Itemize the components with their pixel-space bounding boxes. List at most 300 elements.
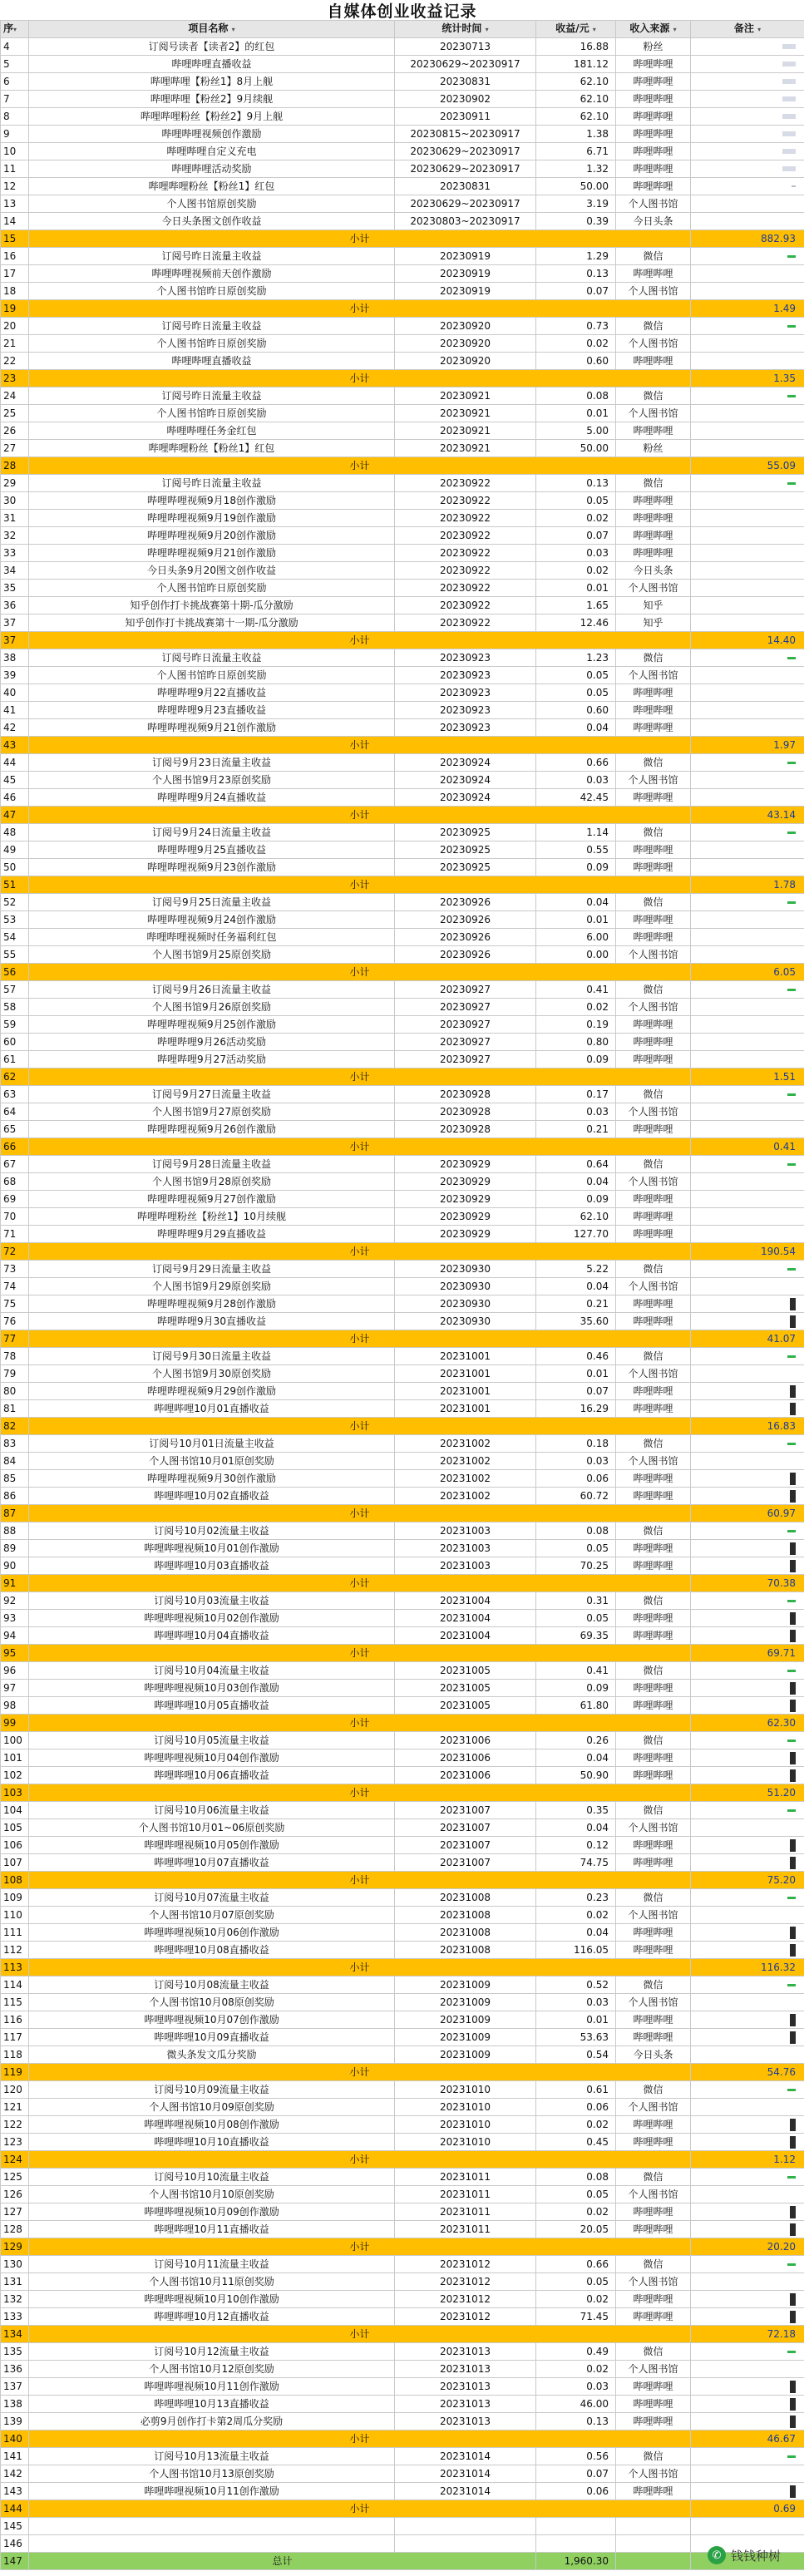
income-amount[interactable]: 0.52 (536, 1976, 616, 1994)
note-cell[interactable] (691, 1994, 804, 2011)
item-name[interactable]: 订阅号10月12流量主收益 (29, 2343, 395, 2361)
income-source[interactable]: 微信 (616, 475, 691, 492)
stat-date[interactable]: 20230629~20230917 (395, 195, 536, 213)
income-amount[interactable]: 0.03 (536, 545, 616, 562)
empty-cell[interactable] (395, 2535, 536, 2553)
stat-date[interactable]: 20231010 (395, 2081, 536, 2099)
stat-date[interactable]: 20230926 (395, 911, 536, 929)
subtotal-value[interactable]: 55.09 (691, 457, 804, 475)
subtotal-label[interactable]: 小计 (29, 1784, 691, 1802)
note-cell[interactable] (691, 73, 804, 91)
income-source[interactable]: 个人图书馆 (616, 2465, 691, 2483)
stat-date[interactable]: 20230923 (395, 719, 536, 737)
subtotal-value[interactable]: 6.05 (691, 964, 804, 981)
stat-date[interactable]: 20230922 (395, 475, 536, 492)
stat-date[interactable]: 20231002 (395, 1453, 536, 1470)
income-source[interactable]: 微信 (616, 2081, 691, 2099)
row-number[interactable]: 130 (1, 2256, 29, 2273)
row-number[interactable]: 64 (1, 1103, 29, 1121)
income-amount[interactable]: 0.02 (536, 562, 616, 580)
row-number[interactable]: 123 (1, 2134, 29, 2151)
income-amount[interactable]: 1.14 (536, 824, 616, 841)
row-number[interactable]: 142 (1, 2465, 29, 2483)
note-cell[interactable] (691, 719, 804, 737)
stat-date[interactable]: 20231002 (395, 1435, 536, 1453)
income-amount[interactable]: 0.39 (536, 213, 616, 230)
item-name[interactable]: 哔哩哔哩视频10月03创作激励 (29, 1680, 395, 1697)
income-source[interactable]: 哔哩哔哩 (616, 1540, 691, 1557)
income-source[interactable]: 今日头条 (616, 2046, 691, 2064)
note-cell[interactable] (691, 545, 804, 562)
income-source[interactable]: 微信 (616, 824, 691, 841)
income-amount[interactable]: 0.05 (536, 2273, 616, 2291)
income-source[interactable]: 微信 (616, 1522, 691, 1540)
row-number[interactable]: 107 (1, 1854, 29, 1872)
income-source[interactable]: 哔哩哔哩 (616, 2203, 691, 2221)
income-amount[interactable]: 0.04 (536, 1924, 616, 1942)
item-name[interactable]: 个人图书馆9月29原创奖励 (29, 1278, 395, 1295)
income-source[interactable]: 哔哩哔哩 (616, 1680, 691, 1697)
income-source[interactable]: 哔哩哔哩 (616, 178, 691, 195)
stat-date[interactable]: 20230922 (395, 562, 536, 580)
empty-cell[interactable] (536, 2518, 616, 2535)
subtotal-value[interactable]: 0.41 (691, 1138, 804, 1156)
stat-date[interactable]: 20231013 (395, 2343, 536, 2361)
item-name[interactable]: 订阅号10月08流量主收益 (29, 1976, 395, 1994)
income-source[interactable]: 哔哩哔哩 (616, 1191, 691, 1208)
note-cell[interactable] (691, 527, 804, 545)
note-cell[interactable] (691, 667, 804, 684)
item-name[interactable]: 个人图书馆昨日原创奖励 (29, 283, 395, 300)
row-number[interactable]: 63 (1, 1086, 29, 1103)
item-name[interactable]: 哔哩哔哩任务金红包 (29, 422, 395, 440)
item-name[interactable]: 哔哩哔哩视频10月07创作激励 (29, 2011, 395, 2029)
note-cell[interactable] (691, 2169, 804, 2186)
row-number[interactable]: 76 (1, 1313, 29, 1330)
income-amount[interactable]: 12.46 (536, 614, 616, 632)
stat-date[interactable]: 20230803~20230917 (395, 213, 536, 230)
income-amount[interactable]: 50.90 (536, 1767, 616, 1784)
item-name[interactable]: 个人图书馆10月12原创奖励 (29, 2361, 395, 2378)
row-number[interactable]: 34 (1, 562, 29, 580)
row-number[interactable]: 110 (1, 1907, 29, 1924)
stat-date[interactable]: 20230922 (395, 545, 536, 562)
subtotal-label[interactable]: 小计 (29, 737, 691, 754)
row-number[interactable]: 48 (1, 824, 29, 841)
income-source[interactable]: 个人图书馆 (616, 1173, 691, 1191)
income-amount[interactable]: 0.13 (536, 265, 616, 283)
note-cell[interactable] (691, 2221, 804, 2238)
item-name[interactable]: 今日头条图文创作收益 (29, 213, 395, 230)
item-name[interactable]: 哔哩哔哩视频10月01创作激励 (29, 1540, 395, 1557)
item-name[interactable]: 哔哩哔哩10月05直播收益 (29, 1697, 395, 1715)
row-number[interactable]: 46 (1, 789, 29, 807)
note-cell[interactable] (691, 702, 804, 719)
row-number[interactable]: 20 (1, 318, 29, 335)
subtotal-value[interactable]: 54.76 (691, 2064, 804, 2081)
income-amount[interactable]: 0.31 (536, 1592, 616, 1610)
item-name[interactable]: 哔哩哔哩10月11直播收益 (29, 2221, 395, 2238)
row-number[interactable]: 49 (1, 841, 29, 859)
item-name[interactable]: 哔哩哔哩10月06直播收益 (29, 1767, 395, 1784)
income-source[interactable]: 微信 (616, 754, 691, 772)
item-name[interactable]: 订阅号读者【读者2】的红包 (29, 38, 395, 56)
note-cell[interactable] (691, 1295, 804, 1313)
note-cell[interactable] (691, 2483, 804, 2500)
item-name[interactable]: 哔哩哔哩视频10月11创作激励 (29, 2378, 395, 2396)
income-amount[interactable]: 0.07 (536, 527, 616, 545)
item-name[interactable]: 订阅号10月13流量主收益 (29, 2448, 395, 2465)
item-name[interactable]: 哔哩哔哩视频10月10创作激励 (29, 2291, 395, 2308)
stat-date[interactable]: 20231007 (395, 1837, 536, 1854)
note-cell[interactable] (691, 1051, 804, 1068)
row-number[interactable]: 134 (1, 2326, 29, 2343)
row-number[interactable]: 93 (1, 1610, 29, 1627)
income-source[interactable]: 哔哩哔哩 (616, 2483, 691, 2500)
row-number[interactable]: 51 (1, 876, 29, 894)
item-name[interactable]: 哔哩哔哩10月09直播收益 (29, 2029, 395, 2046)
stat-date[interactable]: 20231005 (395, 1697, 536, 1715)
income-source[interactable]: 微信 (616, 1348, 691, 1365)
row-number[interactable]: 52 (1, 894, 29, 911)
note-cell[interactable] (691, 1488, 804, 1505)
header-amount[interactable]: 收益/元 ▾ (536, 21, 616, 38)
income-source[interactable]: 微信 (616, 1435, 691, 1453)
income-source[interactable]: 知乎 (616, 614, 691, 632)
row-number[interactable]: 97 (1, 1680, 29, 1697)
header-date[interactable]: 统计时间 ▾ (395, 21, 536, 38)
item-name[interactable]: 哔哩哔哩粉丝【粉丝2】9月上舰 (29, 108, 395, 126)
item-name[interactable]: 哔哩哔哩视频9月30创作激励 (29, 1470, 395, 1488)
note-cell[interactable] (691, 1610, 804, 1627)
item-name[interactable]: 哔哩哔哩视频10月06创作激励 (29, 1924, 395, 1942)
income-source[interactable]: 知乎 (616, 597, 691, 614)
row-number[interactable]: 5 (1, 56, 29, 73)
row-number[interactable]: 100 (1, 1732, 29, 1749)
stat-date[interactable]: 20231014 (395, 2465, 536, 2483)
stat-date[interactable]: 20230919 (395, 265, 536, 283)
row-number[interactable]: 37 (1, 614, 29, 632)
stat-date[interactable]: 20230930 (395, 1261, 536, 1278)
item-name[interactable]: 订阅号10月10流量主收益 (29, 2169, 395, 2186)
stat-date[interactable]: 20231013 (395, 2361, 536, 2378)
stat-date[interactable]: 20230927 (395, 999, 536, 1016)
row-number[interactable]: 57 (1, 981, 29, 999)
row-number[interactable]: 23 (1, 370, 29, 387)
stat-date[interactable]: 20230922 (395, 580, 536, 597)
income-source[interactable]: 个人图书馆 (616, 1453, 691, 1470)
subtotal-label[interactable]: 小计 (29, 632, 691, 649)
income-source[interactable]: 哔哩哔哩 (616, 1767, 691, 1784)
item-name[interactable]: 哔哩哔哩视频9月25创作激励 (29, 1016, 395, 1034)
stat-date[interactable]: 20231001 (395, 1365, 536, 1383)
note-cell[interactable] (691, 2081, 804, 2099)
row-number[interactable]: 69 (1, 1191, 29, 1208)
income-source[interactable]: 哔哩哔哩 (616, 2291, 691, 2308)
income-source[interactable]: 微信 (616, 1976, 691, 1994)
item-name[interactable]: 哔哩哔哩【粉丝1】8月上舰 (29, 73, 395, 91)
item-name[interactable]: 哔哩哔哩视频10月09创作激励 (29, 2203, 395, 2221)
note-cell[interactable] (691, 597, 804, 614)
income-source[interactable]: 哔哩哔哩 (616, 1470, 691, 1488)
note-cell[interactable] (691, 1662, 804, 1680)
subtotal-label[interactable]: 小计 (29, 370, 691, 387)
row-number[interactable]: 56 (1, 964, 29, 981)
row-number[interactable]: 41 (1, 702, 29, 719)
empty-cell[interactable] (691, 2518, 804, 2535)
income-source[interactable]: 个人图书馆 (616, 195, 691, 213)
stat-date[interactable]: 20230926 (395, 929, 536, 946)
subtotal-label[interactable]: 小计 (29, 1330, 691, 1348)
stat-date[interactable]: 20230927 (395, 1016, 536, 1034)
item-name[interactable]: 个人图书馆10月07原创奖励 (29, 1907, 395, 1924)
note-cell[interactable] (691, 1924, 804, 1942)
item-name[interactable]: 哔哩哔哩视频10月05创作激励 (29, 1837, 395, 1854)
income-amount[interactable]: 53.63 (536, 2029, 616, 2046)
stat-date[interactable]: 20230923 (395, 684, 536, 702)
row-number[interactable]: 79 (1, 1365, 29, 1383)
income-amount[interactable]: 0.23 (536, 1889, 616, 1907)
income-source[interactable]: 哔哩哔哩 (616, 2134, 691, 2151)
item-name[interactable]: 微头条发文瓜分奖励 (29, 2046, 395, 2064)
income-source[interactable]: 哔哩哔哩 (616, 929, 691, 946)
note-cell[interactable] (691, 614, 804, 632)
header-name[interactable]: 项目名称 ▾ (29, 21, 395, 38)
row-number[interactable]: 83 (1, 1435, 29, 1453)
income-amount[interactable]: 0.60 (536, 353, 616, 370)
row-number[interactable]: 114 (1, 1976, 29, 1994)
income-source[interactable]: 哔哩哔哩 (616, 1749, 691, 1767)
subtotal-value[interactable]: 1.78 (691, 876, 804, 894)
row-number[interactable]: 88 (1, 1522, 29, 1540)
row-number[interactable]: 122 (1, 2116, 29, 2134)
income-amount[interactable]: 0.02 (536, 510, 616, 527)
income-amount[interactable]: 181.12 (536, 56, 616, 73)
note-cell[interactable] (691, 387, 804, 405)
row-number[interactable]: 37 (1, 632, 29, 649)
income-amount[interactable]: 0.02 (536, 999, 616, 1016)
note-cell[interactable] (691, 684, 804, 702)
row-number[interactable]: 60 (1, 1034, 29, 1051)
income-source[interactable]: 个人图书馆 (616, 335, 691, 353)
item-name[interactable]: 哔哩哔哩视频9月18创作激励 (29, 492, 395, 510)
item-name[interactable]: 哔哩哔哩直播收益 (29, 56, 395, 73)
note-cell[interactable] (691, 1749, 804, 1767)
item-name[interactable]: 个人图书馆昨日原创奖励 (29, 335, 395, 353)
note-cell[interactable] (691, 126, 804, 143)
income-source[interactable]: 哔哩哔哩 (616, 2413, 691, 2430)
item-name[interactable]: 哔哩哔哩视频9月27创作激励 (29, 1191, 395, 1208)
income-amount[interactable]: 6.00 (536, 929, 616, 946)
stat-date[interactable]: 20231009 (395, 1976, 536, 1994)
row-number[interactable]: 101 (1, 1749, 29, 1767)
row-number[interactable]: 70 (1, 1208, 29, 1226)
stat-date[interactable]: 20230923 (395, 702, 536, 719)
stat-date[interactable]: 20230930 (395, 1313, 536, 1330)
income-amount[interactable]: 0.02 (536, 335, 616, 353)
item-name[interactable]: 哔哩哔哩9月29直播收益 (29, 1226, 395, 1243)
income-source[interactable]: 个人图书馆 (616, 667, 691, 684)
note-cell[interactable] (691, 283, 804, 300)
row-number[interactable]: 10 (1, 143, 29, 160)
item-name[interactable]: 个人图书馆昨日原创奖励 (29, 405, 395, 422)
income-amount[interactable]: 0.66 (536, 754, 616, 772)
row-number[interactable]: 135 (1, 2343, 29, 2361)
income-amount[interactable]: 0.12 (536, 1837, 616, 1854)
income-amount[interactable]: 50.00 (536, 178, 616, 195)
row-number[interactable]: 102 (1, 1767, 29, 1784)
income-amount[interactable]: 16.88 (536, 38, 616, 56)
note-cell[interactable] (691, 911, 804, 929)
note-cell[interactable] (691, 265, 804, 283)
income-source[interactable]: 哔哩哔哩 (616, 2029, 691, 2046)
income-amount[interactable]: 0.03 (536, 1994, 616, 2011)
row-number[interactable]: 81 (1, 1400, 29, 1418)
note-cell[interactable] (691, 1470, 804, 1488)
stat-date[interactable]: 20230930 (395, 1278, 536, 1295)
item-name[interactable]: 个人图书馆10月10原创奖励 (29, 2186, 395, 2203)
row-number[interactable]: 73 (1, 1261, 29, 1278)
item-name[interactable]: 必剪9月创作打卡第2周瓜分奖励 (29, 2413, 395, 2430)
note-cell[interactable] (691, 318, 804, 335)
row-number[interactable]: 67 (1, 1156, 29, 1173)
item-name[interactable]: 个人图书馆9月26原创奖励 (29, 999, 395, 1016)
income-source[interactable]: 微信 (616, 1156, 691, 1173)
income-source[interactable]: 哔哩哔哩 (616, 108, 691, 126)
subtotal-value[interactable]: 46.67 (691, 2430, 804, 2448)
item-name[interactable]: 哔哩哔哩视频9月19创作激励 (29, 510, 395, 527)
item-name[interactable]: 哔哩哔哩视频10月02创作激励 (29, 1610, 395, 1627)
note-cell[interactable] (691, 1261, 804, 1278)
income-amount[interactable]: 0.07 (536, 283, 616, 300)
stat-date[interactable]: 20230925 (395, 841, 536, 859)
income-amount[interactable]: 0.35 (536, 1802, 616, 1819)
income-amount[interactable]: 0.06 (536, 2099, 616, 2116)
note-cell[interactable] (691, 160, 804, 178)
stat-date[interactable]: 20231004 (395, 1592, 536, 1610)
item-name[interactable]: 订阅号10月07流量主收益 (29, 1889, 395, 1907)
income-source[interactable]: 哔哩哔哩 (616, 789, 691, 807)
income-source[interactable]: 哔哩哔哩 (616, 1697, 691, 1715)
stat-date[interactable]: 20230928 (395, 1086, 536, 1103)
income-amount[interactable]: 0.04 (536, 1173, 616, 1191)
row-number[interactable]: 13 (1, 195, 29, 213)
stat-date[interactable]: 20230831 (395, 178, 536, 195)
stat-date[interactable]: 20231004 (395, 1610, 536, 1627)
note-cell[interactable] (691, 248, 804, 265)
note-cell[interactable] (691, 946, 804, 964)
item-name[interactable]: 哔哩哔哩自定义充电 (29, 143, 395, 160)
income-amount[interactable]: 0.66 (536, 2256, 616, 2273)
item-name[interactable]: 个人图书馆9月23原创奖励 (29, 772, 395, 789)
income-amount[interactable]: 62.10 (536, 108, 616, 126)
header-note[interactable]: 备注 ▾ (691, 21, 804, 38)
item-name[interactable]: 订阅号昨日流量主收益 (29, 475, 395, 492)
income-source[interactable]: 个人图书馆 (616, 2361, 691, 2378)
income-source[interactable]: 哔哩哔哩 (616, 1121, 691, 1138)
item-name[interactable]: 订阅号9月27日流量主收益 (29, 1086, 395, 1103)
stat-date[interactable]: 20231014 (395, 2448, 536, 2465)
item-name[interactable]: 哔哩哔哩10月02直播收益 (29, 1488, 395, 1505)
stat-date[interactable]: 20230929 (395, 1208, 536, 1226)
note-cell[interactable] (691, 1226, 804, 1243)
income-source[interactable]: 个人图书馆 (616, 1103, 691, 1121)
stat-date[interactable]: 20231007 (395, 1854, 536, 1872)
row-number[interactable]: 43 (1, 737, 29, 754)
note-cell[interactable] (691, 1348, 804, 1365)
item-name[interactable]: 哔哩哔哩视频9月21创作激励 (29, 719, 395, 737)
note-cell[interactable] (691, 1103, 804, 1121)
income-amount[interactable]: 0.08 (536, 1522, 616, 1540)
stat-date[interactable]: 20230929 (395, 1156, 536, 1173)
row-number[interactable]: 25 (1, 405, 29, 422)
empty-cell[interactable] (616, 2553, 691, 2570)
note-cell[interactable] (691, 1034, 804, 1051)
subtotal-value[interactable]: 1.97 (691, 737, 804, 754)
subtotal-label[interactable]: 小计 (29, 300, 691, 318)
note-cell[interactable] (691, 1435, 804, 1453)
row-number[interactable]: 139 (1, 2413, 29, 2430)
income-amount[interactable]: 69.35 (536, 1627, 616, 1645)
income-source[interactable]: 哔哩哔哩 (616, 422, 691, 440)
income-source[interactable]: 个人图书馆 (616, 283, 691, 300)
stat-date[interactable]: 20231006 (395, 1767, 536, 1784)
row-number[interactable]: 35 (1, 580, 29, 597)
note-cell[interactable] (691, 440, 804, 457)
income-amount[interactable]: 0.09 (536, 859, 616, 876)
row-number[interactable]: 7 (1, 91, 29, 108)
stat-date[interactable]: 20231011 (395, 2203, 536, 2221)
row-number[interactable]: 29 (1, 475, 29, 492)
note-cell[interactable] (691, 108, 804, 126)
income-source[interactable]: 哔哩哔哩 (616, 911, 691, 929)
stat-date[interactable]: 20231011 (395, 2169, 536, 2186)
item-name[interactable]: 哔哩哔哩10月01直播收益 (29, 1400, 395, 1418)
stat-date[interactable]: 20231005 (395, 1680, 536, 1697)
item-name[interactable]: 哔哩哔哩9月24直播收益 (29, 789, 395, 807)
stat-date[interactable]: 20230922 (395, 510, 536, 527)
subtotal-label[interactable]: 小计 (29, 964, 691, 981)
subtotal-value[interactable]: 1.12 (691, 2151, 804, 2169)
note-cell[interactable] (691, 1557, 804, 1575)
stat-date[interactable]: 20230924 (395, 754, 536, 772)
income-amount[interactable]: 0.09 (536, 1051, 616, 1068)
subtotal-label[interactable]: 小计 (29, 1575, 691, 1592)
income-source[interactable]: 今日头条 (616, 562, 691, 580)
row-number[interactable]: 106 (1, 1837, 29, 1854)
row-number[interactable]: 118 (1, 2046, 29, 2064)
income-source[interactable]: 哔哩哔哩 (616, 1051, 691, 1068)
stat-date[interactable]: 20231012 (395, 2308, 536, 2326)
income-amount[interactable]: 0.04 (536, 1749, 616, 1767)
note-cell[interactable] (691, 2291, 804, 2308)
income-source[interactable]: 微信 (616, 248, 691, 265)
row-number[interactable]: 112 (1, 1942, 29, 1959)
note-cell[interactable] (691, 510, 804, 527)
stat-date[interactable]: 20230929 (395, 1226, 536, 1243)
item-name[interactable]: 个人图书馆原创奖励 (29, 195, 395, 213)
row-number[interactable]: 53 (1, 911, 29, 929)
note-cell[interactable] (691, 2361, 804, 2378)
subtotal-value[interactable]: 116.32 (691, 1959, 804, 1976)
row-number[interactable]: 143 (1, 2483, 29, 2500)
item-name[interactable]: 订阅号9月24日流量主收益 (29, 824, 395, 841)
income-amount[interactable]: 0.49 (536, 2343, 616, 2361)
income-source[interactable]: 哔哩哔哩 (616, 859, 691, 876)
income-amount[interactable]: 0.01 (536, 1365, 616, 1383)
note-cell[interactable] (691, 475, 804, 492)
row-number[interactable]: 111 (1, 1924, 29, 1942)
